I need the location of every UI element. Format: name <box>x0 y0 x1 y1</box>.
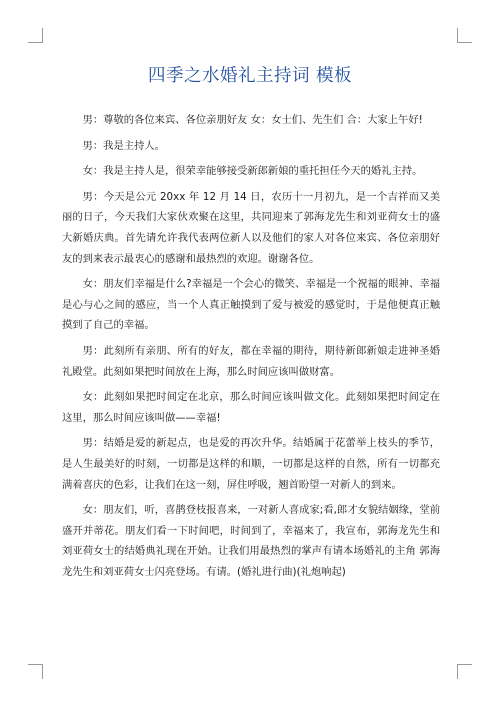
corner-mark-top-right <box>457 28 472 43</box>
paragraph: 男：此刻所有亲朋、所有的好友，都在幸福的期待，期待新郎新娘走进神圣婚礼殿堂。此刻如果把时间放在上海，那么时间应该叫做财富。 <box>62 344 440 378</box>
corner-mark-bottom-right <box>457 664 472 679</box>
document-body <box>62 110 440 587</box>
paragraph: 女：此刻如果把时间定在北京，那么时间应该叫做文化。此刻如果把时间定在这里，那么时间应该叫做——幸福! <box>62 391 440 424</box>
corner-mark-top-left <box>28 28 43 43</box>
paragraph: 男：尊敬的各位来宾、各位亲朋好友 女：女士们、先生们 合：大家上午好! <box>82 114 423 126</box>
paragraph: 女：我是主持人是，很荣幸能够接受新郎新娘的重托担任今天的婚礼主持。 <box>82 165 423 178</box>
paragraph: 女：朋友们，听，喜鹊登枝报喜来，一对新人喜成家;看,郎才女貌结姻缘，堂前盛开并蒂花。朋友们看一下时间吧，时间到了，幸福来了，我宣布，郭海龙先生和刘亚荷女士的结婚典礼现在开始。让我们用最热烈的掌声有请本场婚礼的主角 郭海龙先生和刘亚荷女士闪亮登场。有请。(婚礼进行曲)(礼炮响起) <box>62 504 440 578</box>
page-title: 四季之水婚礼主持词 模板 <box>147 66 353 86</box>
paragraph: 男：今天是公元 20xx 年 12 月 14 日，农历十一月初九，是一个吉祥而又美丽的日子，今天我们大家伙欢聚在这里，共同迎来了郭海龙先生和刘亚荷女士的盛大新婚庆典。首先请允许我代表两位新人以及他们的家人对各位来宾、各位亲朋好友的到来表示最衷心的感谢和最热烈的欢迎。谢谢各位。 <box>62 190 440 265</box>
paragraph: 男：结婚是爱的新起点，也是爱的再次升华。结婚属于花蕾举上枝头的季节，是人生最美好的时刻，一切都是这样的和顺，一切都是这样的自然，所有一切都充满着喜庆的色彩，让我们在这一刻，屏住呼吸，翘首盼望一对新人的到来。 <box>62 437 440 491</box>
paragraph: 男：我是主持人。 <box>82 139 165 152</box>
paragraph: 女：朋友们幸福是什么?幸福是一个会心的微笑、幸福是一个祝福的眼神、幸福是心与心之间的感应，当一个人真正触摸到了爱与被爱的感觉时，于是他便真正触摸到了自己的幸福。 <box>62 278 440 332</box>
corner-mark-bottom-left <box>28 664 43 679</box>
